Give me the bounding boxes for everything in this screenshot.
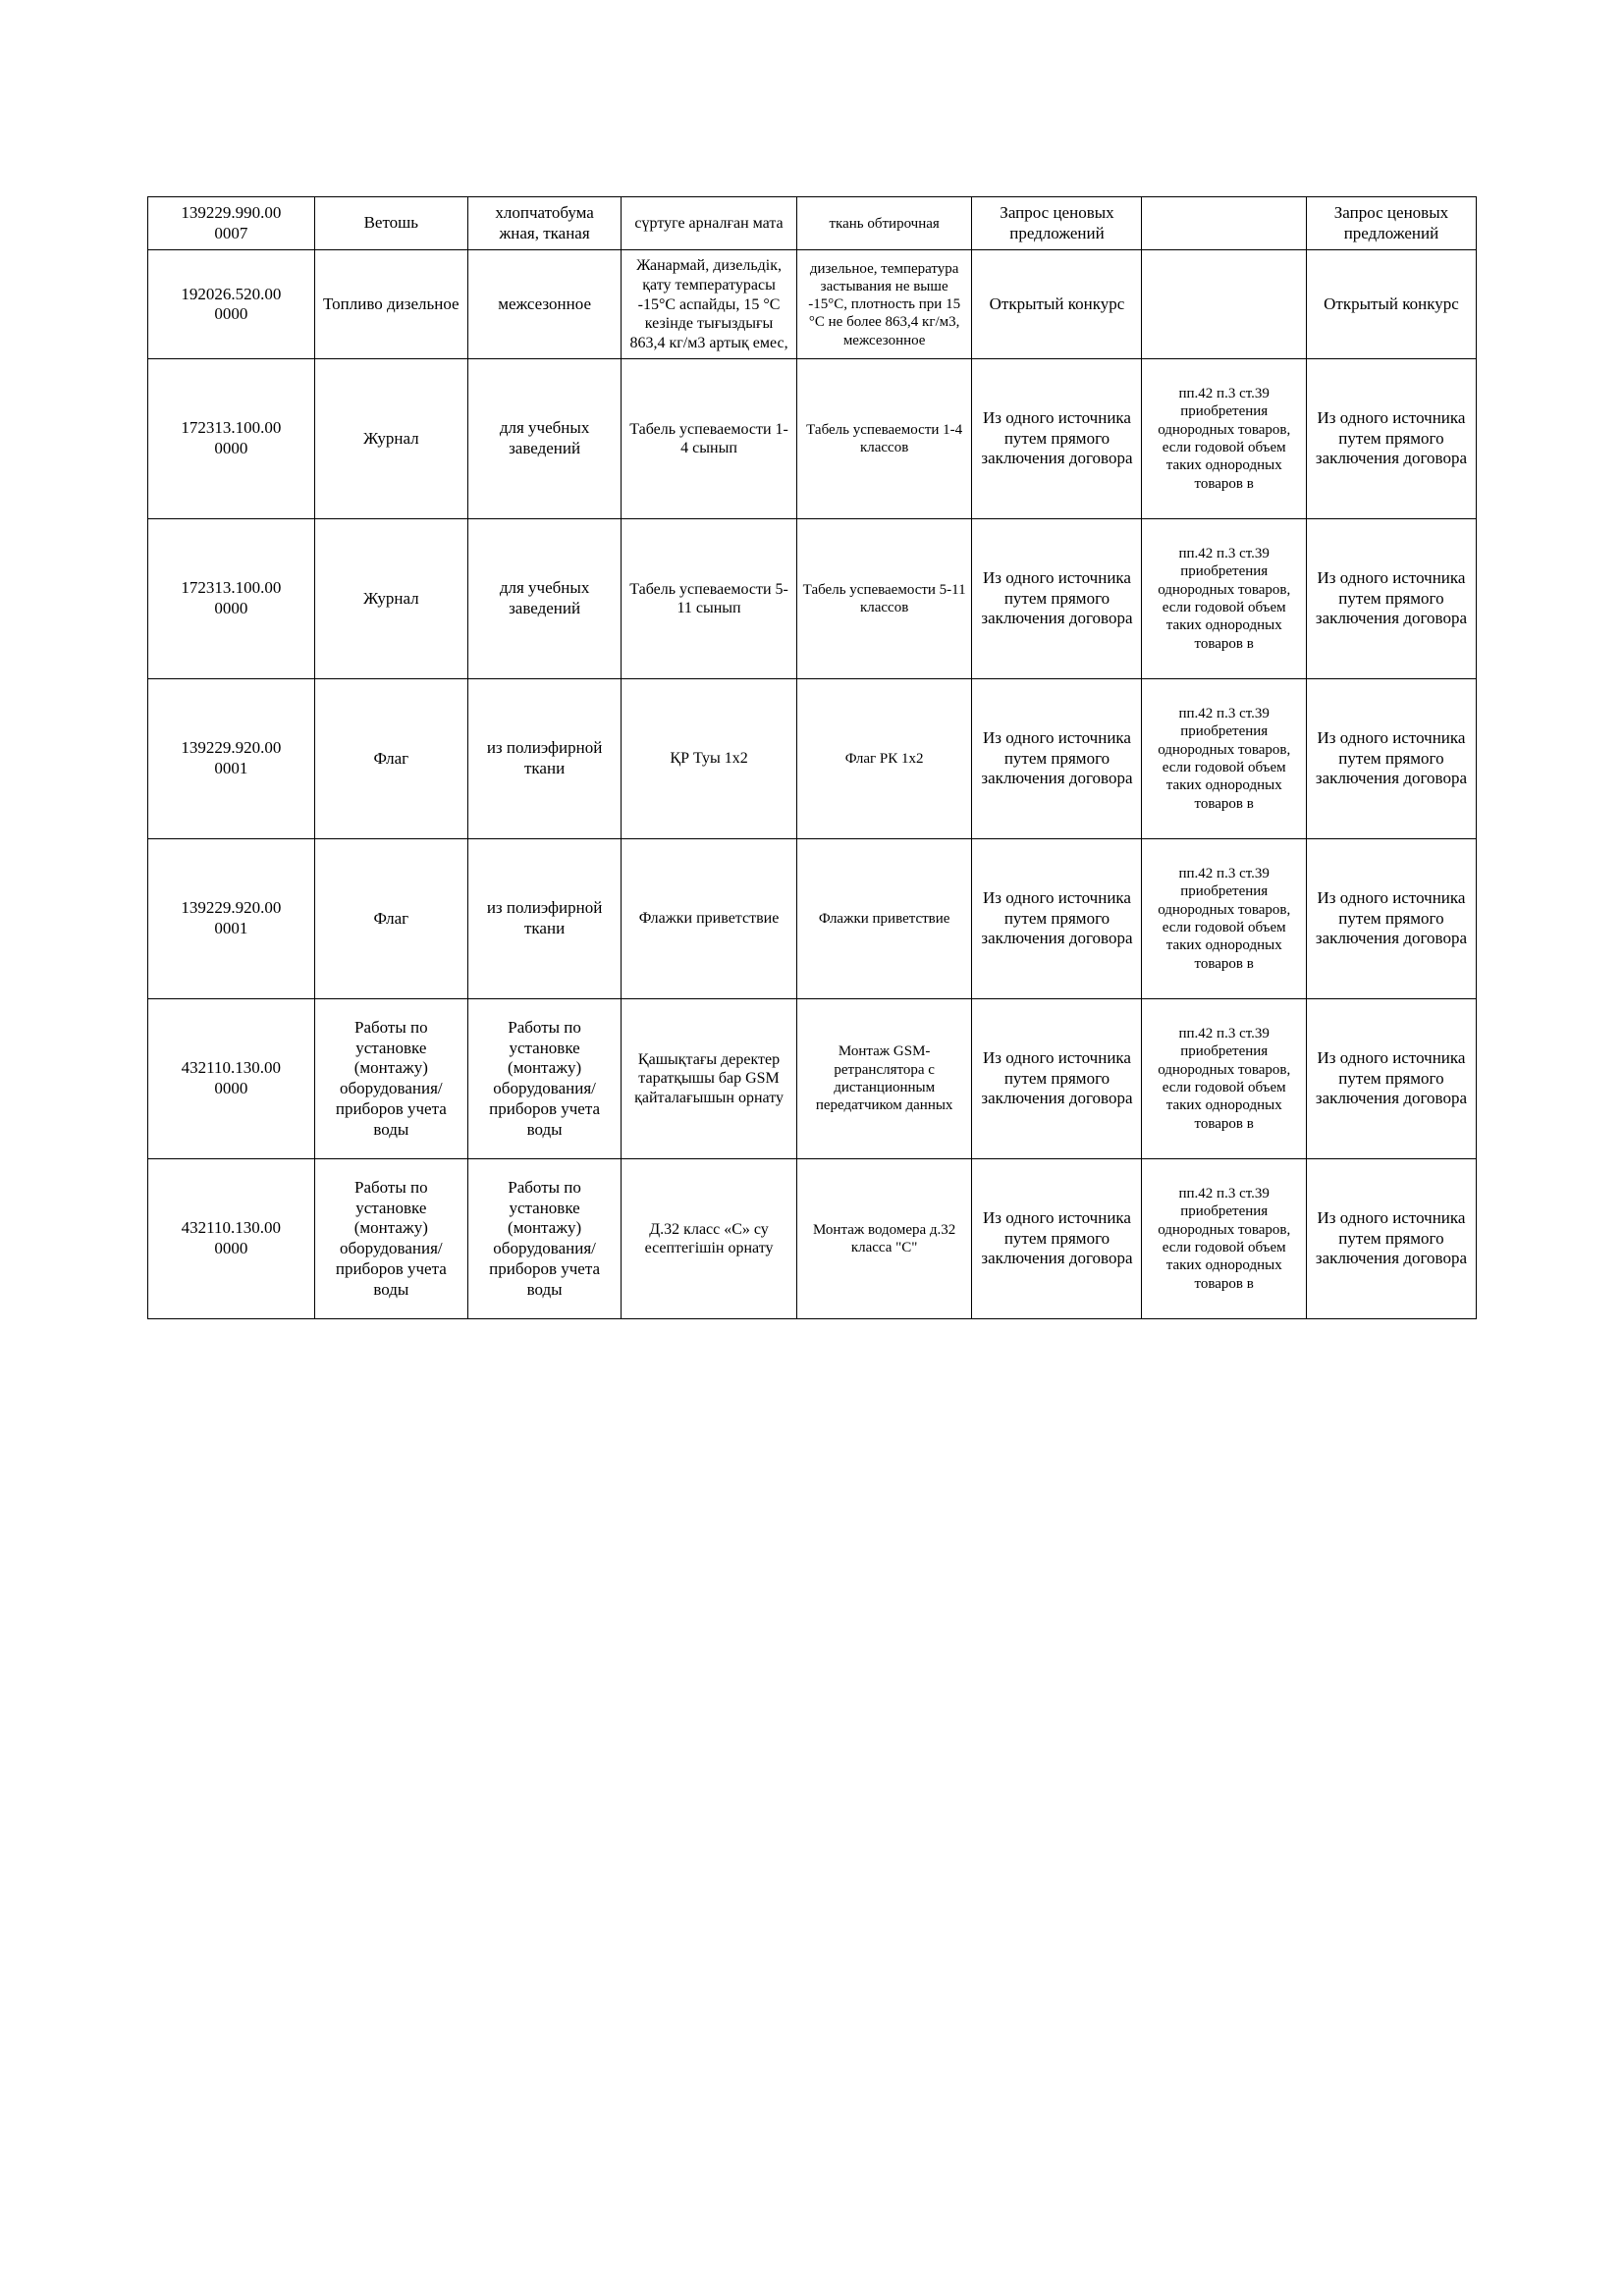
table-cell-method-ru: Из одного источника путем прямого заключения договора — [1306, 359, 1476, 519]
table-cell-description-kz: Табель успеваемости 5-11 сынып — [622, 519, 797, 679]
table-cell-characteristic-kz: Работы по установке (монтажу) оборудования/ приборов учета воды — [467, 999, 621, 1159]
table-cell-method: Из одного источника путем прямого заключения договора — [972, 999, 1142, 1159]
table-cell-method: Из одного источника путем прямого заключения договора — [972, 679, 1142, 839]
table-cell-code: 432110.130.00 0000 — [148, 999, 315, 1159]
table-cell-method: Открытый конкурс — [972, 250, 1142, 359]
table-cell-description-ru: Монтаж GSM-ретранслятора с дистанционным передатчиком данных — [796, 999, 972, 1159]
table-cell-name: Работы по установке (монтажу) оборудования/ приборов учета воды — [314, 999, 467, 1159]
table-cell-method: Из одного источника путем прямого заключения договора — [972, 839, 1142, 999]
table-row — [148, 679, 1477, 839]
table-cell-name: Журнал — [314, 519, 467, 679]
table-cell-code: 172313.100.00 0000 — [148, 519, 315, 679]
table-cell-method-ru: Из одного источника путем прямого заключения договора — [1306, 1159, 1476, 1319]
table-cell-method-ru: Из одного источника путем прямого заключения договора — [1306, 519, 1476, 679]
table-cell-basis: пп.42 п.3 ст.39 приобретения однородных товаров, если годовой объем таких однородных товаров в — [1142, 679, 1306, 839]
table-row — [148, 999, 1477, 1159]
table-cell-name: Флаг — [314, 839, 467, 999]
table-cell-name: Флаг — [314, 679, 467, 839]
table-cell-method-ru: Запрос ценовых предложений — [1306, 197, 1476, 250]
table-cell-method-ru: Из одного источника путем прямого заключения договора — [1306, 999, 1476, 1159]
table-cell-characteristic-kz: для учебных заведений — [467, 359, 621, 519]
table-cell-basis: пп.42 п.3 ст.39 приобретения однородных товаров, если годовой объем таких однородных товаров в — [1142, 1159, 1306, 1319]
table-row — [148, 1159, 1477, 1319]
table-cell-method-ru: Из одного источника путем прямого заключения договора — [1306, 839, 1476, 999]
table-cell-name: Топливо дизельное — [314, 250, 467, 359]
table-cell-name: Работы по установке (монтажу) оборудования/ приборов учета воды — [314, 1159, 467, 1319]
table-cell-name: Журнал — [314, 359, 467, 519]
table-cell-description-ru: Монтаж водомера д.32 класса "С" — [796, 1159, 972, 1319]
table-cell-description-kz: Флажки приветствие — [622, 839, 797, 999]
table-cell-description-ru: ткань обтирочная — [796, 197, 972, 250]
table-cell-code: 192026.520.00 0000 — [148, 250, 315, 359]
table-row — [148, 839, 1477, 999]
table-cell-description-kz: ҚР Туы 1х2 — [622, 679, 797, 839]
table-cell-basis: пп.42 п.3 ст.39 приобретения однородных товаров, если годовой объем таких однородных товаров в — [1142, 999, 1306, 1159]
table-cell-basis: пп.42 п.3 ст.39 приобретения однородных товаров, если годовой объем таких однородных товаров в — [1142, 359, 1306, 519]
table-cell-code: 139229.990.00 0007 — [148, 197, 315, 250]
table-cell-basis: пп.42 п.3 ст.39 приобретения однородных товаров, если годовой объем таких однородных товаров в — [1142, 839, 1306, 999]
table-cell-method: Из одного источника путем прямого заключения договора — [972, 359, 1142, 519]
table-cell-basis — [1142, 197, 1306, 250]
table-cell-characteristic-kz: для учебных заведений — [467, 519, 621, 679]
table-cell-method-ru: Открытый конкурс — [1306, 250, 1476, 359]
table-cell-description-kz: Жанармай, дизельдік, қату температурасы -15°С аспайды, 15 °С кезінде тығыздығы 863,4 кг/м3 артық емес, — [622, 250, 797, 359]
table-cell-characteristic-kz: из полиэфирной ткани — [467, 679, 621, 839]
table-cell-description-kz: сүртуге арналған мата — [622, 197, 797, 250]
table-row — [148, 250, 1477, 359]
table-row — [148, 519, 1477, 679]
table-cell-description-ru: Флаг РК 1х2 — [796, 679, 972, 839]
table-cell-basis — [1142, 250, 1306, 359]
table-cell-description-ru: Табель успеваемости 1-4 классов — [796, 359, 972, 519]
table-cell-description-ru: дизельное, температура застывания не выше -15°С, плотность при 15 °С не более 863,4 кг/м3, межсезонное — [796, 250, 972, 359]
table-cell-description-kz: Д.32 класс «С» су есептегішін орнату — [622, 1159, 797, 1319]
table-cell-code: 139229.920.00 0001 — [148, 679, 315, 839]
table-cell-name: Ветошь — [314, 197, 467, 250]
table-cell-description-kz: Табель успеваемости 1-4 сынып — [622, 359, 797, 519]
table-cell-description-ru: Табель успеваемости 5-11 классов — [796, 519, 972, 679]
table-cell-description-ru: Флажки приветствие — [796, 839, 972, 999]
table-cell-description-kz: Қашықтағы деректер таратқышы бар GSM қайталағышын орнату — [622, 999, 797, 1159]
table-cell-characteristic-kz: из полиэфирной ткани — [467, 839, 621, 999]
table-body — [148, 197, 1477, 1319]
table-cell-code: 432110.130.00 0000 — [148, 1159, 315, 1319]
table-cell-method: Запрос ценовых предложений — [972, 197, 1142, 250]
table-cell-characteristic-kz: хлопчатобума жная, тканая — [467, 197, 621, 250]
table-cell-code: 139229.920.00 0001 — [148, 839, 315, 999]
table-cell-code: 172313.100.00 0000 — [148, 359, 315, 519]
table-cell-characteristic-kz: межсезонное — [467, 250, 621, 359]
table-cell-characteristic-kz: Работы по установке (монтажу) оборудования/ приборов учета воды — [467, 1159, 621, 1319]
table-cell-method-ru: Из одного источника путем прямого заключения договора — [1306, 679, 1476, 839]
table-cell-method: Из одного источника путем прямого заключения договора — [972, 519, 1142, 679]
table-cell-basis: пп.42 п.3 ст.39 приобретения однородных товаров, если годовой объем таких однородных товаров в — [1142, 519, 1306, 679]
procurement-table — [147, 196, 1477, 1319]
table-row — [148, 359, 1477, 519]
table-row — [148, 197, 1477, 250]
table-cell-method: Из одного источника путем прямого заключения договора — [972, 1159, 1142, 1319]
